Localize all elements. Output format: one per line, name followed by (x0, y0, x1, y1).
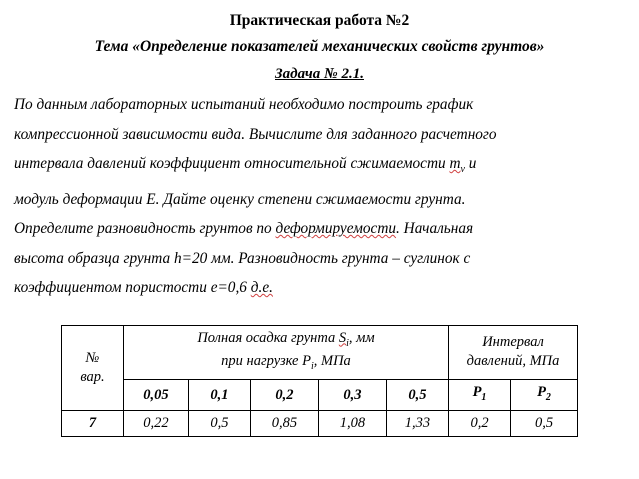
subheader-load-5: 0,5 (386, 380, 448, 411)
subheader-load-2: 0,1 (188, 380, 250, 411)
header-settlement-line2-a: при нагрузке (221, 353, 303, 370)
header-settlement-line1 (126, 329, 446, 353)
body-line-3 (14, 149, 625, 185)
header-variant (61, 325, 123, 411)
header-settlement (123, 325, 448, 380)
body-line-3-text-b: и (464, 155, 477, 172)
subheader-p2 (511, 380, 578, 411)
body-line-3-text-a: интервала давлений коэффициент относительной сжимаемости (14, 155, 450, 172)
body-line-7-text-a: коэффициентом пористости е=0,6 (14, 279, 251, 297)
table-subheader-row (61, 380, 577, 411)
term-mv (449, 155, 465, 176)
subheader-p1-sub: 1 (481, 392, 487, 404)
data-table (61, 325, 578, 438)
body-line-2: компрессионной зависимости вида. Вычислите для заданного расчетного (14, 125, 497, 143)
header-variant-line1: № (85, 349, 100, 366)
cell-value-2: 0,5 (188, 411, 250, 437)
term-mv-letter: m (449, 155, 461, 172)
table-row (61, 411, 577, 437)
header-settlement-text-a: Полная осадка грунта (197, 329, 339, 346)
document-title-line-2: Тема «Определение показателей механических свойств грунтов» (94, 38, 545, 55)
subheader-p1-label: Р (472, 384, 482, 401)
header-interval (449, 325, 578, 380)
header-settlement-P: P (302, 353, 311, 370)
subheader-p1 (449, 380, 511, 411)
term-deformability: деформируемости (275, 220, 397, 238)
table-header-row (61, 325, 577, 380)
header-settlement-line2 (126, 352, 446, 376)
cell-variant: 7 (61, 411, 123, 437)
header-settlement-line2-b: , МПа (313, 353, 351, 370)
cell-p2: 0,5 (511, 411, 578, 437)
subheader-p2-label: Р (537, 384, 546, 401)
document-title-line-1: Практическая работа №2 (229, 12, 410, 29)
term-mv-subscript: v (460, 164, 465, 176)
header-interval-line2: давлений, МПа (466, 353, 560, 370)
subheader-load-4: 0,3 (318, 380, 386, 411)
document-subtitle: Задача № 2.1. (275, 66, 364, 82)
cell-value-3: 0,85 (250, 411, 318, 437)
header-settlement-text-b: , мм (348, 329, 375, 346)
body-line-5 (14, 214, 625, 244)
subheader-p2-sub: 2 (545, 392, 551, 404)
cell-value-1: 0,22 (123, 411, 188, 437)
body-line-5-text-b: . Начальная (396, 220, 474, 238)
body-line-7 (14, 273, 625, 303)
body-line-1: По данным лабораторных испытаний необходимо построить график (14, 96, 474, 113)
body-line-4: модуль деформации Е. Дайте оценку степени сжимаемости грунта. (14, 190, 466, 208)
header-settlement-S: S (338, 329, 347, 346)
body-line-5-text-a: Определите разновидность грунтов по (14, 220, 276, 238)
header-settlement-P-sub: i (310, 361, 314, 373)
document-body (14, 90, 625, 303)
cell-p1: 0,2 (449, 411, 511, 437)
subheader-load-1: 0,05 (123, 380, 188, 411)
header-settlement-sub: i (346, 337, 349, 349)
header-interval-line1: Интервал (482, 334, 544, 351)
cell-value-5: 1,33 (386, 411, 448, 437)
header-settlement-symbol (338, 329, 349, 349)
header-variant-line2: вар. (80, 368, 105, 385)
term-de: д.е. (250, 279, 273, 297)
subheader-load-3: 0,2 (250, 380, 318, 411)
cell-value-4: 1,08 (318, 411, 386, 437)
body-line-6: высота образца грунта h=20 мм. Разновидность грунта – суглинок с (14, 249, 471, 267)
